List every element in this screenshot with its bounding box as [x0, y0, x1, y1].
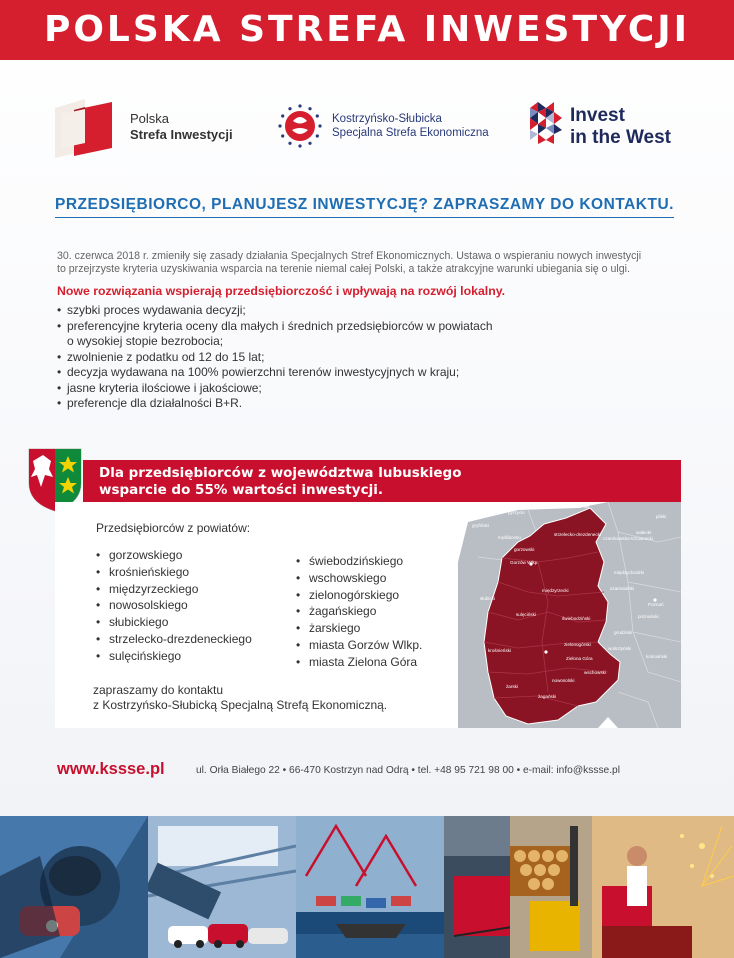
map-label: choszczeński [562, 504, 590, 509]
list-item [57, 319, 493, 350]
list-item: • wschowskiego [296, 570, 422, 587]
panel-title-line-1: Dla przedsiębiorców z województwa lubuskiego [99, 465, 462, 481]
benefit-text: decyzja wydawana na 100% powierzchni terenów inwestycyjnych w kraju; [67, 365, 460, 379]
contact-address: ul. Orła Białego 22 • 66-470 Kostrzyn nad Odrą • tel. +48 95 721 98 00 • e-mail: info@kssse.pl [196, 765, 620, 776]
map-label: pilski [656, 514, 667, 519]
list-item: • miasta Gorzów Wlkp. [296, 637, 422, 654]
map-label: międzychodzki [614, 570, 645, 575]
powiaty-list-column-2 [296, 553, 422, 671]
car-factory-photo [148, 816, 296, 958]
map-label: nowosolski [552, 678, 575, 683]
region-map [458, 502, 681, 728]
intro-text [57, 250, 682, 276]
ksse-logo-line2: Specjalna Strefa Ekonomiczna [332, 127, 489, 139]
benefit-text: jasne kryteria ilościowe i jakościowe; [67, 380, 262, 395]
ksse-emblem-icon [276, 103, 324, 149]
page-title: POLSKA STREFA INWESTYCJI [43, 9, 691, 50]
website-link[interactable]: www.kssse.pl [57, 760, 165, 778]
map-label: krośnieński [488, 648, 511, 653]
list-item: • nowosolskiego [96, 597, 252, 614]
benefit-text: preferencyjne kryteria oceny dla małych i średnich przedsiębiorców w powiatach [67, 318, 493, 333]
contact-note-line-1: zapraszamy do kontaktu [93, 683, 224, 697]
contact-note [93, 683, 387, 712]
list-item [57, 396, 493, 412]
map-label: Gorzów Wlkp. [510, 560, 539, 565]
map-label: żarski [506, 684, 518, 689]
panel-title-line-2: wsparcie do 55% wartości inwestycji. [99, 481, 383, 498]
lubuskie-map [458, 502, 681, 728]
iw-logo-line2: in the West [570, 127, 671, 148]
benefit-text: preferencje dla działalności B+R. [67, 396, 243, 410]
timber-crane-photo [510, 816, 592, 958]
list-item: • miasta Zielona Góra [296, 654, 422, 671]
list-item [57, 381, 493, 397]
invest-in-the-west-icon [530, 102, 564, 146]
top-banner [0, 0, 734, 60]
list-item: • żagańskiego [296, 603, 422, 620]
map-label: Zielona Góra [566, 656, 593, 661]
map-label: strzelecko-drezdenecki [554, 532, 601, 537]
invest-in-the-west-logo [530, 100, 690, 152]
intro-line-2: to przejrzyste kryteria uzyskiwania wsparcia na terenie niemal całej Polski, a także atrakcyjne warunki ubiegania się o ulgi. [57, 263, 630, 275]
map-label: czarnkowsko-trzcianecki [603, 536, 653, 541]
list-item: • międzyrzeckiego [96, 581, 252, 598]
iw-logo-line1: Invest [570, 105, 625, 126]
map-label: myśliborski [498, 535, 521, 540]
psi-logo-line1: Polska [130, 111, 170, 126]
map-label: gryfiński [472, 523, 489, 528]
list-item: • żarskiego [296, 620, 422, 637]
map-label: wolsztyński [608, 646, 632, 651]
psi-logo-icon [52, 96, 116, 160]
panel-title-bar [83, 460, 681, 502]
list-item: • świebodzińskiego [296, 553, 422, 570]
intro-line-1: 30. czerwca 2018 r. zmieniły się zasady działania Specjalnych Stref Ekonomicznych. Ustawa o wspieraniu nowych inwestycji [57, 250, 642, 262]
map-label: międzyrzecki [542, 588, 569, 593]
list-item: • słubickiego [96, 614, 252, 631]
map-label: grodziski [614, 630, 633, 635]
powiaty-list-column-1 [96, 547, 252, 665]
list-item [57, 365, 493, 381]
psi-logo [52, 96, 252, 160]
benefits-list [57, 303, 493, 412]
map-label: słubicki [480, 596, 496, 601]
list-item: • krośnieńskiego [96, 564, 252, 581]
map-label: kościański [646, 654, 668, 659]
ksse-logo-line1: Kostrzyńsko-Słubicka [332, 113, 442, 125]
headline: PRZEDSIĘBIORCO, PLANUJESZ INWESTYCJĘ? ZAPRASZAMY DO KONTAKTU. [55, 196, 674, 218]
benefit-text: szybki proces wydawania decyzji; [67, 303, 246, 317]
list-item: • zielonogórskiego [296, 587, 422, 604]
map-label: wałecki [636, 530, 652, 535]
list-item [57, 303, 493, 319]
powiaty-list-title: Przedsiębiorców z powiatów: [96, 521, 251, 535]
map-label: szamotulski [610, 586, 634, 591]
forestry-photo [592, 816, 734, 958]
map-label: gorzowski [514, 547, 535, 552]
contact-note-line-2: z Kostrzyńsko-Słubicką Specjalną Strefą Ekonomiczną. [93, 697, 388, 712]
list-item: • gorzowskiego [96, 547, 252, 564]
list-item [57, 350, 493, 366]
map-label: zielonogórski [564, 642, 591, 647]
list-item: • sulęcińskiego [96, 648, 252, 665]
map-label: żagański [538, 694, 557, 699]
map-label: pyrzycki [508, 510, 525, 515]
port-photo [296, 816, 444, 958]
ksse-logo [276, 103, 506, 151]
benefit-continuation: o wysokiej stopie bezrobocia; [67, 334, 224, 348]
welding-photo [0, 816, 148, 958]
list-item: • strzelecko-drezdeneckiego [96, 631, 252, 648]
map-label: świebodziński [562, 616, 591, 621]
map-label: Poznań [648, 602, 664, 607]
psi-logo-line2: Strefa Inwestycji [130, 127, 233, 142]
lead-text: Nowe rozwiązania wspierają przedsiębiorczość i wpływają na rozwój lokalny. [57, 284, 506, 298]
benefit-text: zwolnienie z podatku od 12 do 15 lat; [67, 349, 265, 364]
map-label: wschowski [584, 670, 606, 675]
map-label: sulęciński [516, 612, 536, 617]
map-label: poznański [638, 614, 659, 619]
